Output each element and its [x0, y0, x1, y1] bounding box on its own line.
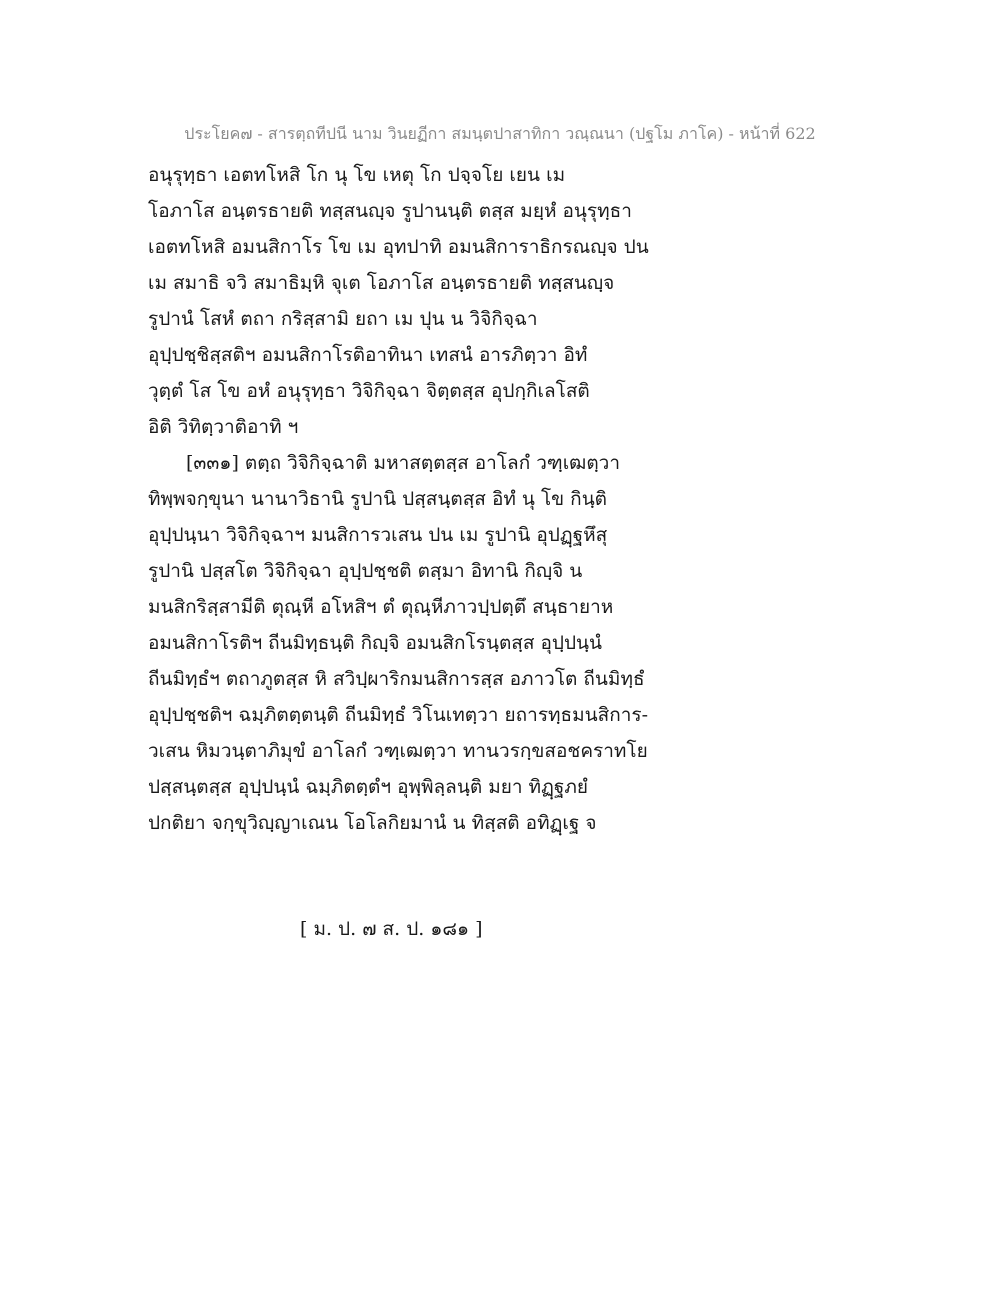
text-line: อุปฺปนฺนา วิจิกิจฺฉาฯ มนสิการวเสน ปน เม รูปานิ อุปฏฺฐหึสุ: [148, 524, 608, 546]
text-line: อมนสิกาโรติฯ ถีนมิทฺธนฺติ กิญฺจิ อมนสิกโรนฺตสฺส อุปฺปนฺนํ: [148, 632, 603, 654]
paragraph-start-line: [๓๓๑] ตตฺถ วิจิกิจฺฉาติ มหาสตฺตสฺส อาโลกํ วฑฺเฒตฺวา: [186, 452, 621, 474]
text-line: โอภาโส อนฺตรธายติ ทสฺสนญฺจ รูปานนฺติ ตสฺส มยฺหํ อนุรุทฺธา: [148, 200, 632, 222]
text-line: วเสน หิมวนฺตาภิมุขํ อาโลกํ วฑฺเฒตฺวา ทานวรกฺขสอชคราทโย: [148, 740, 648, 762]
text-line: อุปฺปชฺชติฯ ฉมฺภิตตฺตนฺติ ถีนมิทฺธํ วิโนเทตฺวา ยถารทฺธมนสิการ-: [148, 704, 649, 726]
text-line: เม สมาธิ จวิ สมาธิมฺหิ จุเต โอภาโส อนฺตรธายติ ทสฺสนญฺจ: [148, 272, 615, 294]
text-line: ปสฺสนฺตสฺส อุปฺปนฺนํ ฉมฺภิตตฺตํฯ อุพฺพิลฺลนฺติ มยา ทิฏฺฐภยํ: [148, 776, 588, 798]
text-line: อนุรุทฺธา เอตทโหสิ โก นุ โข เหตุ โก ปจฺจโย เยน เม: [148, 164, 566, 186]
text-line: ปกติยา จกฺขุวิญฺญาเณน โอโลกิยมานํ น ทิสฺสติ อทิฏฺเฐ จ: [148, 812, 597, 834]
text-line: วุตฺตํ โส โข อหํ อนุรุทฺธา วิจิกิจฺฉา จิตฺตสฺส อุปกฺกิเลโสติ: [148, 380, 590, 402]
text-line: มนสิกริสฺสามีติ ตุณฺหี อโหสิฯ ตํ ตุณฺหีภาวปฺปตฺตึ สนฺธายาห: [148, 596, 614, 618]
text-line: อุปฺปชฺชิสฺสติฯ อมนสิกาโรติอาทินา เทสนํ อารภิตฺวา อิทํ: [148, 344, 588, 366]
text-line: อิติ วิทิตฺวาติอาทิ ฯ: [148, 416, 299, 438]
text-line: เอตทโหสิ อมนสิกาโร โข เม อุทปาทิ อมนสิการาธิกรณญฺจ ปน: [148, 236, 649, 258]
text-line: รูปานํ โสหํ ตถา กริสฺสามิ ยถา เม ปุน น วิจิกิจฺฉา: [148, 308, 538, 330]
page-reference-footnote: [ ม. ป. ๗ ส. ป. ๑๘๑ ]: [300, 918, 483, 940]
text-line: รูปานิ ปสฺสโต วิจิกิจฺฉา อุปฺปชฺชติ ตสฺมา อิทานิ กิญฺจิ น: [148, 560, 583, 582]
body-text: [148, 157, 708, 841]
running-header: ประโยค๗ - สารตฺถทีปนี นาม วินยฏีกา สมนฺตปาสาทิกา วณฺณนา (ปฐโม ภาโค) - หน้าที่ 622: [184, 124, 816, 143]
text-line: ทิพฺพจกฺขุนา นานาวิธานิ รูปานิ ปสฺสนฺตสฺส อิทํ นุ โข กินฺติ: [148, 488, 608, 510]
text-line: ถีนมิทฺธํฯ ตถาภูตสฺส หิ สวิปฺผาริกมนสิการสฺส อภาวโต ถีนมิทฺธํ: [148, 668, 645, 690]
